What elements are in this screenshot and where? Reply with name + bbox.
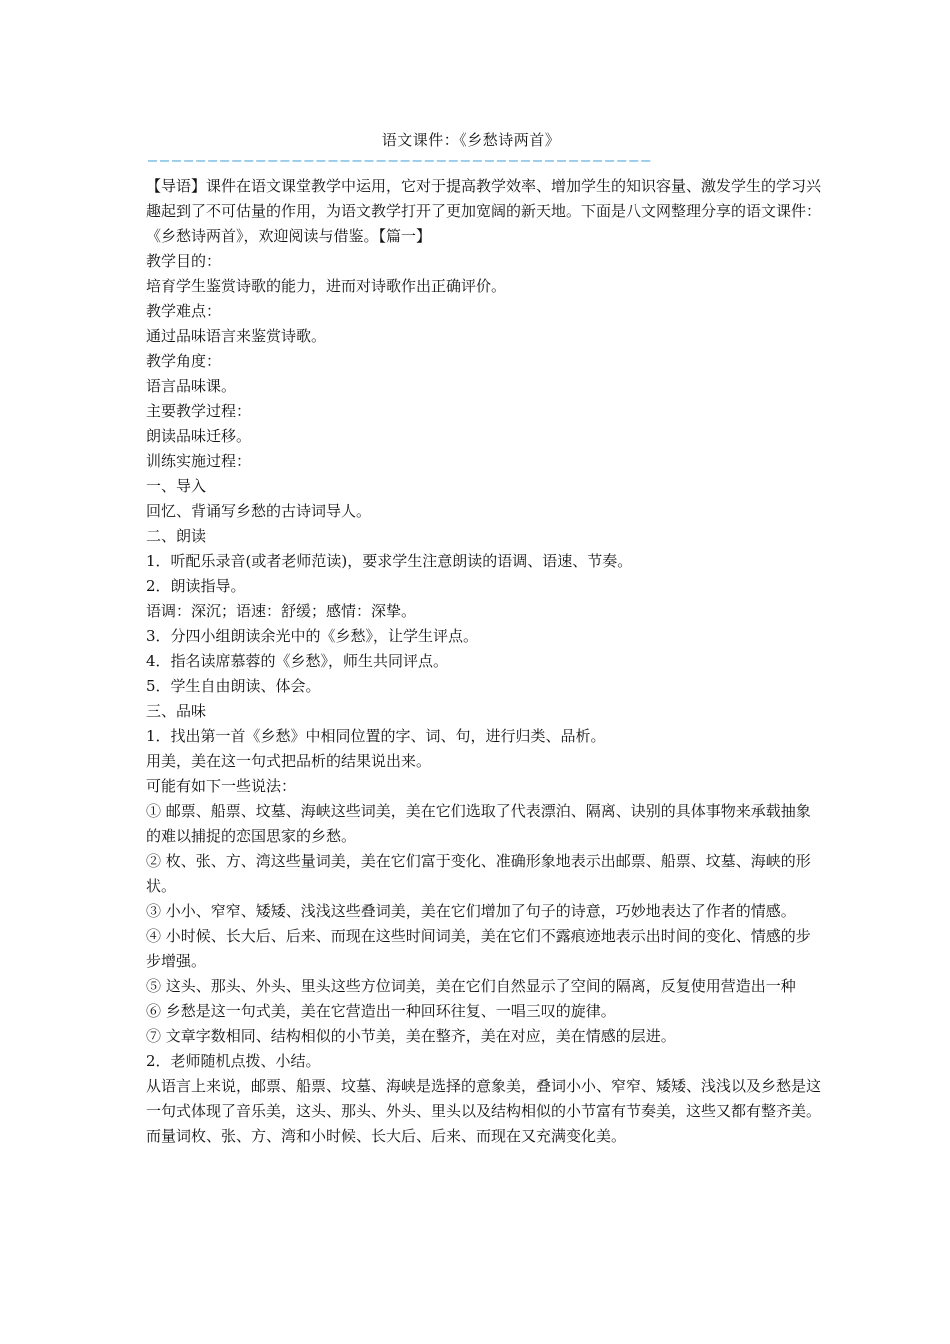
list-item: 3．分四小组朗读余光中的《乡愁》，让学生评点。 <box>146 627 479 645</box>
summary-paragraph: 从语言上来说，邮票、船票、坟墓、海峡是选择的意象美，叠词小小、窄窄、矮矮、浅浅以及乡愁是这一句式体现了音乐美，这头、那头、外头、里头以及结构相似的小节富有节奏美，这些又都有整齐美。而量词枚、张、方、湾和小时候、长大后、后来、而现在又充满变化美。 <box>146 1077 822 1145</box>
numbered-point: ② 枚、张、方、湾这些量词美，美在它们富于变化、准确形象地表示出邮票、船票、坟墓、海峡的形状。 <box>146 852 811 895</box>
section-heading: 主要教学过程： <box>146 402 252 420</box>
section-heading: 教学角度： <box>146 352 222 370</box>
section-heading: 三、品味 <box>146 702 207 720</box>
numbered-point: ③ 小小、窄窄、矮矮、浅浅这些叠词美，美在它们增加了句子的诗意，巧妙地表达了作者的情感。 <box>146 902 796 920</box>
list-item: 2．老师随机点拨、小结。 <box>146 1052 321 1070</box>
numbered-point: ① 邮票、船票、坟墓、海峡这些词美，美在它们选取了代表漂泊、隔离、诀别的具体事物来承载抽象的难以捕捉的恋国思家的乡愁。 <box>146 802 811 845</box>
body-paragraph: 用美，美在这一句式把品析的结果说出来。 <box>146 752 432 770</box>
document-body <box>146 174 822 1149</box>
body-paragraph: 朗读品味迁移。 <box>146 427 252 445</box>
numbered-point: ④ 小时候、长大后、后来、而现在这些时间词美，美在它们不露痕迹地表示出时间的变化、情感的步步增强。 <box>146 927 811 970</box>
list-item: 2．朗读指导。 <box>146 577 246 595</box>
body-paragraph: 可能有如下一些说法： <box>146 777 297 795</box>
list-item: 1．听配乐录音(或者老师范读)，要求学生注意朗读的语调、语速、节奏。 <box>146 552 633 570</box>
list-item: 1．找出第一首《乡愁》中相同位置的字、词、句，进行归类、品析。 <box>146 727 606 745</box>
section-heading: 一、导入 <box>146 477 207 495</box>
section-heading: 教学难点： <box>146 302 222 320</box>
body-paragraph: 培育学生鉴赏诗歌的能力，进而对诗歌作出正确评价。 <box>146 277 507 295</box>
list-item: 4．指名读席慕蓉的《乡愁》，师生共同评点。 <box>146 652 449 670</box>
numbered-point: ⑦ 文章字数相同、结构相似的小节美，美在整齐，美在对应，美在情感的层进。 <box>146 1027 676 1045</box>
numbered-point: ⑥ 乡愁是这一句式美，美在它营造出一种回环往复、一唱三叹的旋律。 <box>146 1002 616 1020</box>
section-heading: 二、朗读 <box>146 527 207 545</box>
section-heading: 训练实施过程： <box>146 452 252 470</box>
body-paragraph: 回忆、背诵写乡愁的古诗词导人。 <box>146 502 372 520</box>
intro-paragraph: 【导语】课件在语文课堂教学中运用，它对于提高教学效率、增加学生的知识容量、激发学生的学习兴趣起到了不可估量的作用，为语文教学打开了更加宽阔的新天地。下面是八文网整理分享的语文课件：《乡愁诗两首》，欢迎阅读与借鉴。【篇一】 <box>146 177 822 245</box>
document-title: 语文课件：《乡愁诗两首》 <box>381 131 561 149</box>
section-heading: 教学目的： <box>146 252 222 270</box>
body-paragraph: 通过品味语言来鉴赏诗歌。 <box>146 327 327 345</box>
body-paragraph: 语调：深沉；语速：舒缓；感情：深挚。 <box>146 602 417 620</box>
title-divider: —————————————————————————————————————————— <box>148 151 654 169</box>
list-item: 5．学生自由朗读、体会。 <box>146 677 321 695</box>
body-paragraph: 语言品味课。 <box>146 377 237 395</box>
numbered-point: ⑤ 这头、那头、外头、里头这些方位词美，美在它们自然显示了空间的隔离，反复使用营造出一种 <box>146 977 796 995</box>
